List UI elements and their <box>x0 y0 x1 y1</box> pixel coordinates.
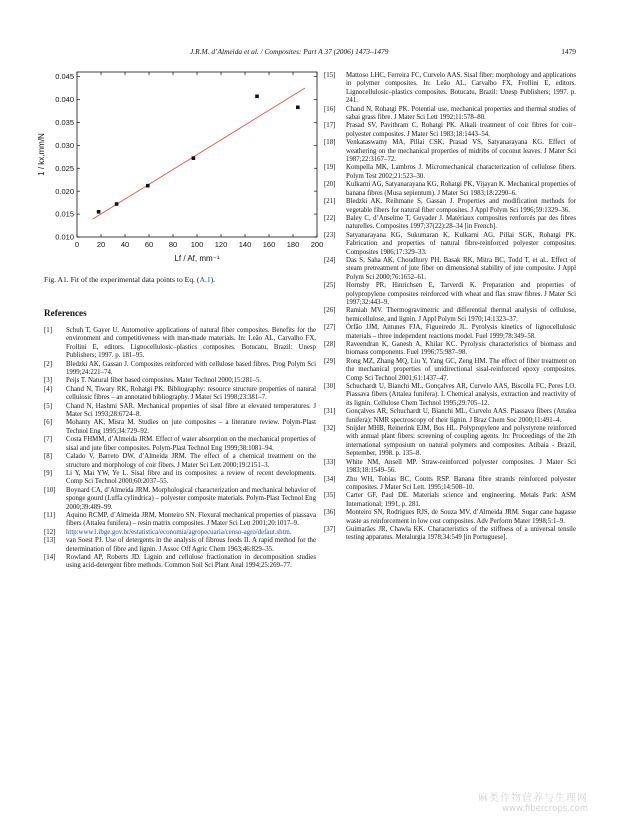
reference-text: Aquino RCMP, d’Almeida JRM, Monteiro SN. Flexural mechanical properties of piassava fibers (Attalea funifera) – resin matrix composites. J Mater Sci Lett 2001;20:1017–9. <box>66 511 316 528</box>
reference-number: [21] <box>324 198 336 206</box>
reference-number: [28] <box>324 341 336 348</box>
reference-text: Monteiro SN, Rodrigues RJS, de Souza MV, d’Almeida JRM. Sugar cane bagasse waste as reinforcement in low cost composites. Adv Perform Mater 1998;5:1–9. <box>346 509 576 525</box>
reference-item <box>44 487 316 512</box>
reference-number: [5] <box>44 402 52 410</box>
references-column-left <box>44 327 316 571</box>
reference-item <box>324 425 576 459</box>
reference-item <box>324 509 576 526</box>
data-point <box>115 202 119 206</box>
reference-number: [13] <box>44 537 56 545</box>
reference-number: [3] <box>44 377 52 385</box>
reference-number: [19] <box>324 164 336 172</box>
equation-link[interactable]: A.1 <box>199 275 211 284</box>
reference-item <box>44 377 316 385</box>
reference-number: [33] <box>324 458 336 466</box>
reference-text: Kompella MK, Lambros J. Micromechanical characterization of cellulose fibers. Polym Test 2002;21:523–30. <box>346 164 576 180</box>
reference-text: White NM, Ansell MP. Straw-reinforced polyester composites. J Mater Sci 1983;18:1549–56. <box>346 458 576 475</box>
reference-text: Kulkarni AG, Satyanarayana KG, Rohatgi PK, Vijayan K. Mechanical properties of banana fibres (Musa sepientum). J Mater Sci 1983;18:2290–6. <box>346 181 576 197</box>
reference-number: [15] <box>324 72 336 79</box>
reference-number: [37] <box>324 525 336 533</box>
reference-text: Calado V, Barreto DW, d’Almeida JRM. The effect of a chemical treatment on the structure and morphology of coir fibers. J Mater Sci Lett 2000;19:2151–3. <box>66 453 316 469</box>
reference-number: [2] <box>44 360 52 368</box>
reference-number: [20] <box>324 181 336 189</box>
data-point <box>97 210 101 214</box>
reference-item <box>324 476 576 493</box>
caption-end: ). <box>210 275 216 284</box>
reference-item <box>324 257 576 282</box>
references-column-right <box>324 72 576 543</box>
reference-number: [35] <box>324 492 336 500</box>
x-tick-label: 100 <box>190 240 204 249</box>
y-tick-label: 0.020 <box>55 186 74 196</box>
fit-chart <box>30 64 330 270</box>
reference-number: [7] <box>44 436 52 444</box>
references-heading: References <box>44 308 87 318</box>
reference-number: [36] <box>324 509 336 517</box>
reference-item <box>324 282 576 307</box>
reference-text: Zhu WH, Tobias BC, Coutts RSP. Banana fibre strands reinforced polyester composites. J Mater Sci Lett. 1995;14:508–10. <box>346 475 576 491</box>
fit-line <box>93 88 305 219</box>
reference-text: Rong MZ, Zhang MQ, Liu Y, Yang GC, Zeng HM. The effect of fiber treatment on the mechanical properties of unidirectional sisal-reinforced epoxy composites. Comp Sci Technol 2001;61:1437–47. <box>346 357 576 382</box>
reference-number: [9] <box>44 469 52 477</box>
reference-text: Costa FHMM, d’Almeida JRM. Effect of water absorption on the mechanical properties of sisal and jute fiber composites. Polym-Plast Technol Eng 1999;38:1081–94. <box>66 436 316 452</box>
reference-item <box>324 307 576 324</box>
reference-number: [14] <box>44 553 56 561</box>
reference-text: Prasad SV, Pavithram C, Rohatgi PK. Alkali treatment of coir fibres for coir–polyester composites. J Mater Sci 1983;18:1443–54. <box>346 122 576 138</box>
reference-item <box>44 386 316 403</box>
x-tick-label: 180 <box>286 240 300 249</box>
data-point <box>146 184 150 188</box>
reference-text: Chand N, Hashmi SAR. Mechanical properties of sisal fibre at elevated temperatures. J Mater Sci 1993;28:6724–8. <box>66 402 316 419</box>
reference-text: Schuchardt U, Bianchi ML, Gonçalves AR, Curvelo AAS, Biscolla FC, Peres LO. Piassava fibers (Attalea funifera). I. Chemical analysis, extraction and reactivity of its lignin. Cellulose Chem Technol 1995;29:705–12. <box>346 383 576 407</box>
reference-item <box>324 408 576 425</box>
reference-url-link[interactable]: http:www1.ibge.gov.br/estatistica/economia/agropecuaria/censo-agro/defaut.shtm. <box>66 528 292 536</box>
reference-text: Bledzki AK, Reihmane S, Gassan J. Properties and modification methods for vegetable fibers for natural fiber composites. J Appl Polym Sci 1996;59:1329–36. <box>346 198 576 214</box>
reference-item <box>44 537 316 554</box>
figure-caption <box>44 275 215 284</box>
y-axis-label: 1 / kx,mm/N <box>37 133 46 176</box>
reference-item <box>324 122 576 139</box>
reference-item <box>44 554 316 571</box>
reference-item <box>44 512 316 529</box>
reference-text: Schuh T, Gayer U. Automotive applications of natural fiber composites. Benefits for the environment and competitiveness with man-made materials. In: Leão AL, Carvalho FX, Frollini E, editors. Lignocellulosic–plastics composites. Botucatu, Brazil: Unesp Publishers; 1997. p. 181–95. <box>66 327 316 360</box>
reference-number: [29] <box>324 357 336 365</box>
reference-item <box>324 232 576 257</box>
page-number: 1479 <box>561 47 576 56</box>
y-tick-label: 0.030 <box>55 140 74 150</box>
reference-text: Baley C, d’Anselme T, Guyader J. Matériaux composites renforcés par des fibres naturelles. Composites 1997;37(22):28–34 [in French]. <box>346 214 576 231</box>
y-tick-label: 0.015 <box>55 209 74 219</box>
reference-item <box>44 453 316 470</box>
reference-item <box>324 324 576 341</box>
data-point <box>296 105 300 109</box>
reference-text: Gonçalves AR, Schuchardt U, Bianchi ML, Curvelo AAS. Piassava fibers (Attalea funifera): NMR spectroscopy of their lignin. J Braz Chem Soc 2000;11:491–4. <box>346 408 576 424</box>
reference-item <box>324 106 576 123</box>
reference-item <box>324 459 576 476</box>
reference-item <box>44 419 316 436</box>
watermark-url: www.fibercrops.com <box>502 804 588 814</box>
reference-text: Satyanarayana KG, Sukumaran K, Kulkarni AG, Pillai SGK, Rohatgi PK. Fabrication and properties of natural fibre-reinforced polyester composites. Composites 1986;17:329–33. <box>346 231 576 256</box>
running-header <box>190 47 576 56</box>
reference-number: [23] <box>324 231 336 239</box>
x-tick-label: 20 <box>96 240 106 249</box>
watermark-site-name: 麻类作物营养与生理网 <box>478 793 588 804</box>
reference-item <box>324 181 576 198</box>
reference-number: [34] <box>324 475 336 483</box>
y-tick-label: 0.045 <box>55 72 74 82</box>
reference-number: [11] <box>44 511 56 519</box>
data-point <box>255 94 259 98</box>
reference-item <box>324 72 576 106</box>
x-tick-label: 160 <box>262 240 276 249</box>
reference-number: [6] <box>44 419 52 427</box>
reference-text: Mattoso LHC, Ferreira FC, Curvelo AAS. Sisal fiber: morphology and applications in polymer composites. In: Leão AL, Carvalho FX, Frollini E, editors. Lignocellulosic–plastics composites. Botucatu, Brazil: Unesp Publishers; 1997. p. 241. <box>346 72 576 105</box>
reference-number: [30] <box>324 383 336 391</box>
reference-text: Ramiah MV. Thermogravimetric and differential thermal analysis of cellulose, hemicellulose, and lignin. J Appl Polym Sci 1970;14:1323–37. <box>346 307 576 323</box>
reference-number: [18] <box>324 139 336 147</box>
data-point <box>192 156 196 160</box>
reference-text: Guimarães JR, Chawla KK. Characteristics of the stiffness of a universal tensile testing apparatus. Metalurgia 1978;34:549 [in Portuguese]. <box>346 525 576 542</box>
reference-number: [25] <box>324 282 336 290</box>
reference-text: Snijder MHB, Reinerink EJM, Bos HL. Polypropylene and polystyrene reinforced with annual plant fibers: screening of coupling agents. In: Proceedings of the 2th international symposium on natural polymers and composites. Atibaia - Brazil, September, 1998. p. 135–8. <box>346 425 576 458</box>
reference-text: Rowland AP, Roberts JD. Lignin and cellulose fractionation in decomposition studies using acid-detergent fibre methods. Common Soil Sci Plant Anal 1994;25:269–77. <box>66 553 316 570</box>
x-tick-label: 80 <box>168 240 178 249</box>
x-tick-label: 40 <box>120 240 130 249</box>
reference-item <box>324 492 576 509</box>
journal-citation: J.R.M. d’Almeida et al. / Composites: Part A 37 (2006) 1473–1479 <box>190 47 389 56</box>
reference-text: Chand N, Tiwary RK, Rohatgi PK. Bibliography: resource structure properties of natural cellulosic fibres – an annotated bibliography. J Mater Sci 1998;23:381–7. <box>66 385 316 402</box>
reference-text: Chand N, Rohatgi PK. Potential use, mechanical properties and thermal studies of sabai grass fibre. J Mater Sci Lett 1992;11:578–80. <box>346 105 576 122</box>
x-axis-label: Lf / Af, mm⁻¹ <box>174 254 220 263</box>
reference-text: van Soest PJ. Use of detergents in the analysis of fibrous feeds II. A rapid method for the determination of fibre and lignin. J Assoc Off Agric Chem 1963;46:829–35. <box>66 537 316 553</box>
reference-text: Hornsby PR, Hinrichsen E, Tarverdi K. Preparation and properties of polypropylene composites reinforced with wheat and flax straw fibres. J Mater Sci 1997;32:443–9. <box>346 282 576 306</box>
reference-number: [17] <box>324 122 336 130</box>
x-tick-label: 60 <box>144 240 154 249</box>
reference-item <box>44 436 316 453</box>
reference-text: Boynard CA, d’Almeida JRM. Morphological characterization and mechanical behavior of sponge gourd (Luffa cylindrica) – polyester composite materials. Polym-Plast Technol Eng 2000;39:489–99. <box>66 486 316 511</box>
reference-item <box>44 403 316 420</box>
reference-text: Li Y, Mai YW, Ye L. Sisal fibre and its composites: a review of recent developments. Comp Sci Technol 2000;60:2037–55. <box>66 469 316 486</box>
reference-number: [22] <box>324 214 336 222</box>
reference-text: Peijs T. Natural fiber based composites. Mater Technol 2000;15:281–5. <box>66 377 262 385</box>
y-tick-label: 0.040 <box>55 95 74 105</box>
reference-number: [27] <box>324 324 336 332</box>
reference-text: Órfão JJM, Antunes FJA, Figueiredo JL. Pyrolysis kinetics of lignocellulosic materials – three independent reactions model. Fuel 1999;78:349–58. <box>346 324 576 340</box>
reference-number: [31] <box>324 408 336 416</box>
y-tick-label: 0.025 <box>55 163 74 173</box>
reference-text: Venkataswamy MA, Pillai CSK, Prasad VS, Satyanarayana KG. Effect of weathering on the mechanical properties of midribs of coconut leaves. J Mater Sci 1987;22:3167–72. <box>346 139 576 164</box>
reference-number: [4] <box>44 385 52 393</box>
reference-number: [24] <box>324 256 336 264</box>
reference-item <box>324 198 576 215</box>
x-tick-label: 120 <box>214 240 228 249</box>
reference-item <box>324 526 576 543</box>
x-tick-label: 0 <box>74 240 80 249</box>
reference-item <box>44 470 316 487</box>
reference-text: Carter GF, Paul DE. Materials science and engineering. Metals Park: ASM International; 1991, p. 281. <box>346 492 576 508</box>
reference-item[interactable] <box>44 529 316 537</box>
reference-item <box>324 383 576 408</box>
reference-text: Das S, Saha AK, Choudhury PH, Basak RK, Mitra BC, Todd T, et al.. Effect of steam pretreatment of jute fiber on dimensional stability of jute composite. J Appl Polym Sci 2000;76:1652–61. <box>346 256 576 281</box>
y-tick-label: 0.035 <box>55 118 74 128</box>
reference-item <box>324 358 576 383</box>
reference-number: [12] <box>44 528 56 536</box>
reference-item <box>44 327 316 361</box>
caption-text: Fig. A1. Fit of the experimental data points to Eq. ( <box>44 275 200 284</box>
reference-item <box>324 215 576 232</box>
watermark <box>478 789 588 814</box>
x-tick-label: 140 <box>238 240 252 249</box>
reference-number: [10] <box>44 486 56 494</box>
reference-text: Bledzki AK, Gassan J. Composites reinforced with cellulose based fibres. Prog Polym Sci 1999;24:221–74. <box>66 360 316 377</box>
x-tick-label: 200 <box>310 240 324 249</box>
reference-text: Mohanty AK, Misra M. Studies on jute composites – a literature review. Polym-Plast Technol Eng 1995;34:729–92. <box>66 419 316 435</box>
reference-number: [1] <box>44 327 52 334</box>
reference-item <box>324 341 576 358</box>
y-tick-label: 0.010 <box>55 232 74 242</box>
reference-item <box>44 361 316 378</box>
reference-number: [16] <box>324 105 336 113</box>
reference-item <box>324 164 576 181</box>
reference-number: [8] <box>44 453 52 461</box>
reference-number: [26] <box>324 307 336 315</box>
reference-number: [32] <box>324 425 336 433</box>
reference-item <box>324 139 576 164</box>
reference-text: Raveendran K, Ganesh A, Khilar KC. Pyrolysis characteristics of biomass and biomass components. Fuel 1996;75:987–98. <box>346 341 576 357</box>
